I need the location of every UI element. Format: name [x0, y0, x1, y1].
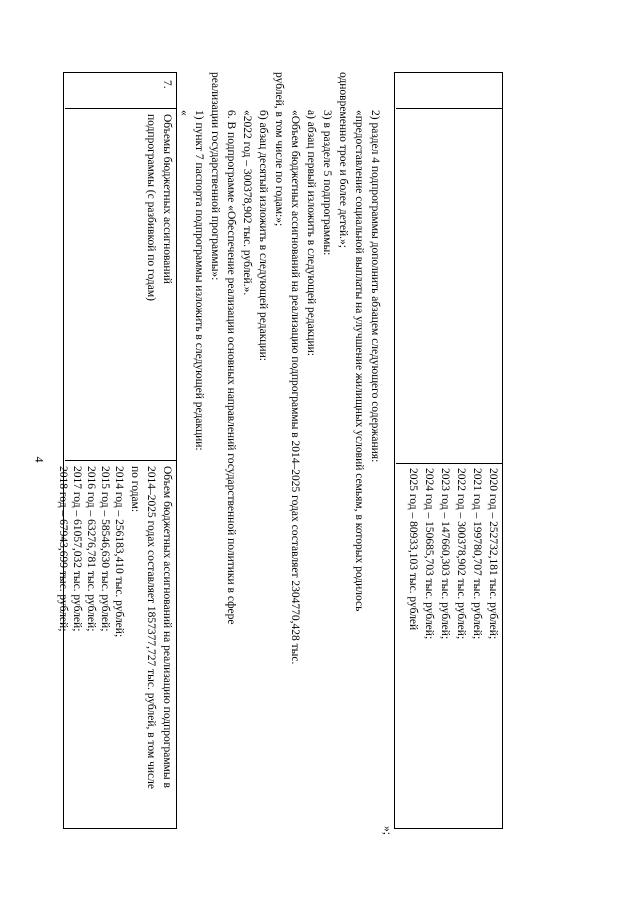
bottom-table-divider-2 [65, 460, 177, 461]
row-value: 2014 год – 256183,410 тыс. рублей; [113, 466, 125, 638]
paragraph: 1) пункт 7 паспорта подпрограммы изложить в следующей редакции: [193, 110, 205, 451]
top-table-line: 2021 год – 199780,707 тыс. рублей; [471, 468, 483, 640]
top-table-closing: »; [381, 826, 393, 835]
page-number: 4 [32, 456, 47, 463]
paragraph: б) абзац десятый изложить в следующей редакции: [257, 110, 269, 361]
top-table [394, 72, 503, 829]
row-value: 2016 год – 63276,781 тыс. рублей; [85, 466, 97, 632]
paragraph: одновременно трое и более детей.»; [337, 72, 349, 248]
top-table-line: 2022 год – 300378,902 тыс. рублей; [455, 468, 467, 640]
top-table-divider-1 [396, 108, 503, 109]
row-value: 2017 год – 61057,032 тыс. рублей; [71, 466, 83, 632]
paragraph: 3) в разделе 5 подпрограммы: [321, 110, 333, 256]
top-table-line: 2024 год – 150685,703 тыс. рублей; [423, 468, 435, 640]
row-value: Объем бюджетных ассигнований на реализацию подпрограммы в [161, 466, 173, 788]
bottom-table-divider-1 [65, 108, 177, 109]
paragraph: 6. В подпрограмме «Обеспечение реализации основных направлений государственной политики в сфере [225, 110, 237, 625]
paragraph: «Объем бюджетных ассигнований на реализацию подпрограммы в 2014–2025 годах составляет 2304770,428 тыс. [289, 110, 301, 665]
top-table-divider-2 [396, 463, 503, 464]
top-table-line: 2020 год – 252732,181 тыс. рублей; [487, 468, 499, 640]
top-table-line: 2025 год – 80933,103 тыс. рублей [407, 468, 419, 631]
row-label: подпрограммы (с разбивкой по годам) [145, 114, 157, 301]
row-number: 7. [161, 80, 173, 89]
top-table-line: 2023 год – 147660,303 тыс. рублей; [439, 468, 451, 640]
paragraph: рублей, в том числе по годам:»; [273, 72, 285, 227]
paragraph: реализации государственной программы»: [209, 72, 221, 281]
paragraph: а) абзац первый изложить в следующей редакции: [305, 110, 317, 356]
row-value: 2015 год – 58546,630 тыс. рублей; [99, 466, 111, 632]
row-value: 2014–2025 годах составляет 1857377,727 тыс. рублей, в том числе [145, 466, 157, 789]
row-label: Объемы бюджетных ассигнований [161, 114, 173, 284]
paragraph: «предоставление социальной выплаты на улучшение жилищных условий семьям, в которых родилось [353, 110, 365, 612]
paragraph: «2022 год – 300378,902 тыс. рублей.». [241, 110, 253, 296]
paragraph: 2) раздел 4 подпрограммы дополнить абзацем следующего содержания: [369, 110, 381, 463]
row-value: 2018 год – 67943,699 тыс. рублей; [57, 466, 69, 632]
row-value: по годам: [129, 466, 141, 513]
paragraph: « [178, 110, 190, 116]
